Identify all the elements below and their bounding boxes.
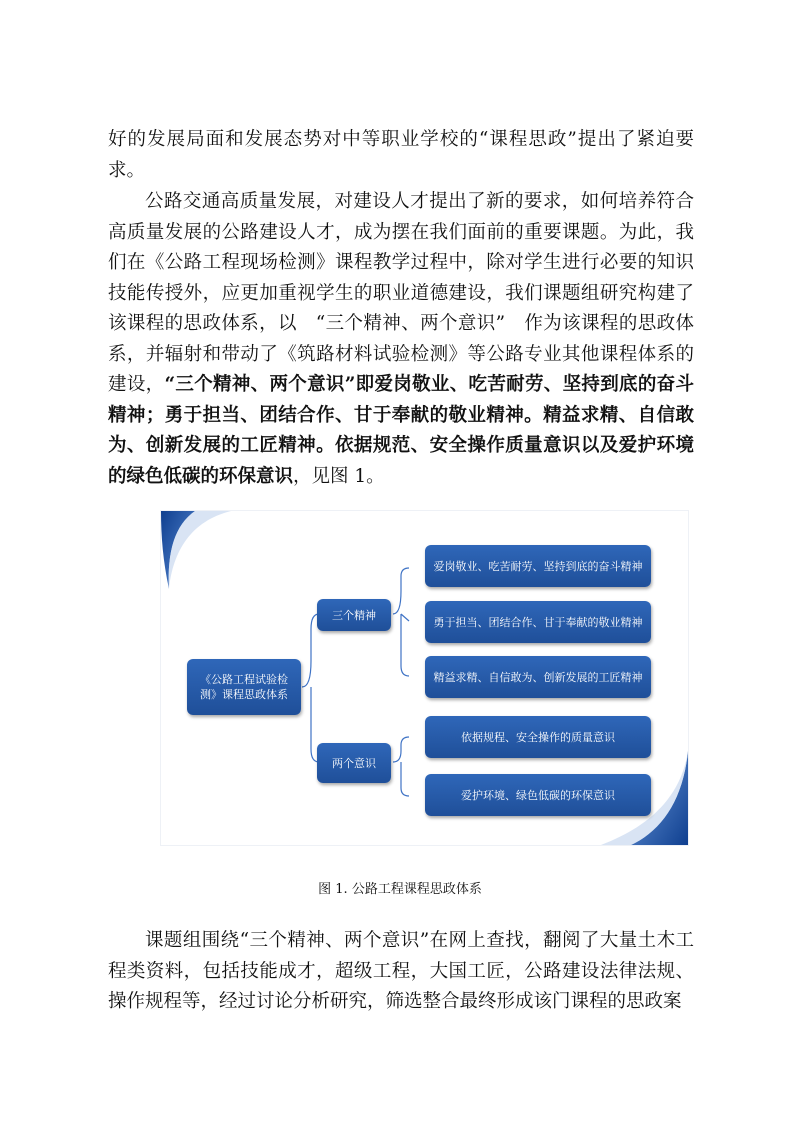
paragraph-intro — [108, 125, 694, 186]
paragraph-research — [108, 926, 694, 1018]
diagram-leaf4-label: 依据规程、安全操作的质量意识 — [461, 730, 615, 744]
diagram-leaf3-label: 精益求精、自信敢为、创新发展的工匠精神 — [433, 670, 643, 684]
diagram-root-node — [187, 659, 301, 715]
diagram-leaf-craftsman-spirit — [425, 656, 651, 698]
paragraph-research-text: 课题组围绕“三个精神、两个意识”在网上查找，翻阅了大量土木工程类资料，包括技能成才，超级工程，大国工匠，公路建设法律法规、操作规程等，经过讨论分析研究，筛选整合最终形成该门课程的思政案 — [108, 930, 694, 1012]
connector-branch2 — [393, 737, 409, 796]
diagram-branch-three-spirits — [317, 599, 391, 631]
paragraph-main-bold: “三个精神、两个意识”即爱岗敬业、吃苦耐劳、坚持到底的奋斗精神；勇于担当、团结合作、甘于奉献的敬业精神。精益求精、自信敢为、创新发展的工匠精神。依据规范、安全操作质量意识以及爱护环境的绿色低碳的环保意识 — [108, 374, 694, 487]
connector-root — [302, 614, 319, 762]
connector-branch1 — [393, 568, 409, 676]
diagram-branch-two-awareness — [317, 743, 391, 783]
diagram-branch2-label: 两个意识 — [332, 756, 376, 770]
diagram-leaf-striving-spirit — [425, 545, 651, 587]
paragraph-main-text: 公路交通高质量发展，对建设人才提出了新的要求，如何培养符合高质量发展的公路建设人才，成为摆在我们面前的重要课题。为此，我们在《公路工程现场检测》课程教学过程中，除对学生进行必要的知识技能传授外，应更加重视学生的职业道德建设，我们课题组研究构建了该课程的思政体系，以 “三个精神、两个意识” 作为该课程的思政体系，并辐射和带动了《筑路材料试验检测》等公路专业其他课程体系的建设， — [108, 191, 694, 395]
diagram-root-label: 《公路工程试验检测》课程思政体系 — [200, 673, 288, 701]
paragraph-intro-text: 好的发展局面和发展态势对中等职业学校的“课程思政”提出了紧迫要求。 — [108, 129, 694, 181]
diagram-leaf-quality-awareness — [425, 716, 651, 758]
diagram-leaf-dedication-spirit — [425, 601, 651, 643]
paragraph-main — [108, 187, 694, 492]
figure-diagram — [160, 510, 689, 846]
diagram-leaf5-label: 爱护环境、绿色低碳的环保意识 — [461, 788, 615, 802]
diagram-leaf1-label: 爱岗敬业、吃苦耐劳、坚持到底的奋斗精神 — [433, 559, 643, 573]
paragraph-main-tail: ，见图 1。 — [293, 465, 385, 487]
diagram-leaf2-label: 勇于担当、团结合作、甘于奉献的敬业精神 — [433, 615, 643, 629]
diagram-branch1-label: 三个精神 — [332, 608, 376, 622]
figure-caption: 图 1. 公路工程课程思政体系 — [318, 882, 482, 897]
diagram-leaf-environment-awareness — [425, 774, 651, 816]
